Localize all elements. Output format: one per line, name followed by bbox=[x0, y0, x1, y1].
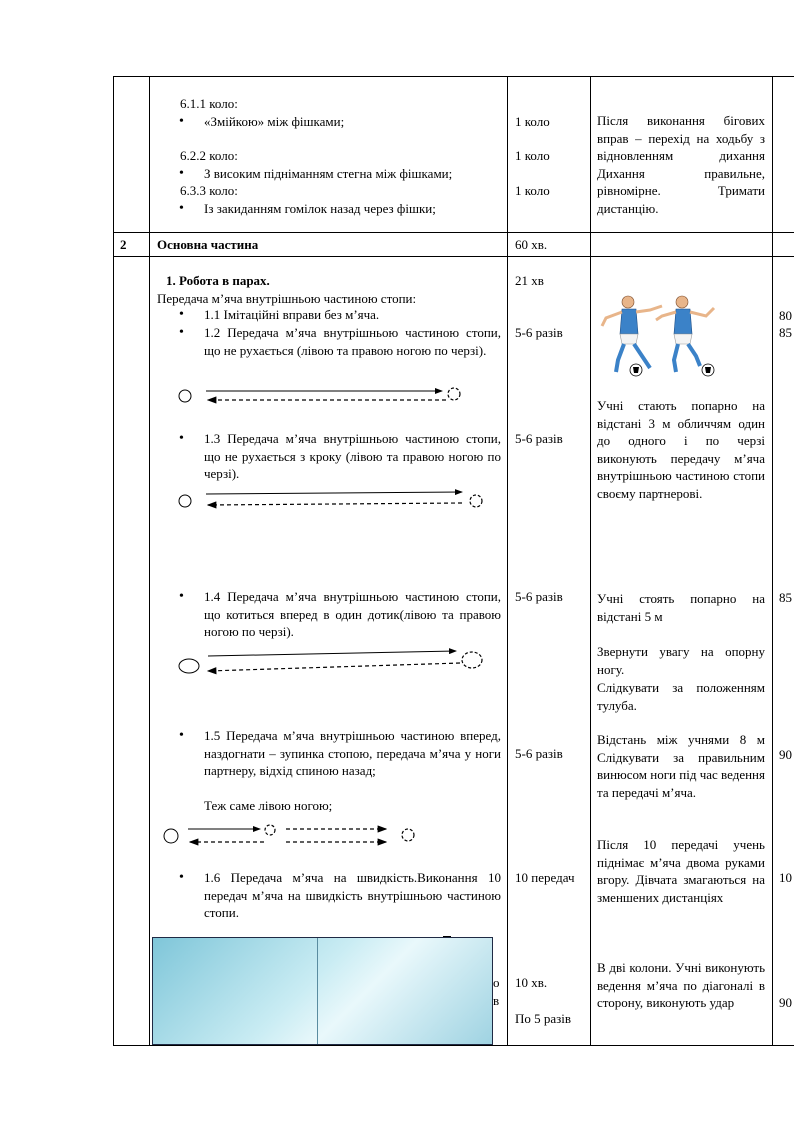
exercise-1-6-dose: 10 передач bbox=[515, 870, 575, 885]
note-pairs: Учні стають попарно на відстані 3 м обличчям один до одного і по черзі виконують передачу м’яча внутрішньою частиною стопи своєму партнерові. bbox=[597, 398, 765, 501]
bullet: • bbox=[179, 114, 184, 129]
partner-icon bbox=[265, 825, 275, 835]
pitch-image bbox=[152, 937, 493, 1045]
note-1-4-b: Звернути увагу на опорну ногу. bbox=[597, 644, 765, 677]
note-1-5: Відстань між учнями 8 м Слідкувати за правильним винюсом ноги під час ведення та передачі м’яча. bbox=[597, 732, 765, 800]
heart-rate-value: 90 bbox=[779, 995, 792, 1010]
row-divider bbox=[113, 232, 794, 233]
player-icon bbox=[179, 390, 191, 402]
row-divider bbox=[113, 256, 794, 257]
warmup-notes: Після виконання бігових вправ – перехід на ходьбу з відновленням дихання Дихання правильне, рівномірне. Тримати дистанцію. bbox=[597, 113, 765, 216]
heart-rate-value: 10 bbox=[779, 870, 792, 885]
circle1-item: «Змійкою» між фішками; bbox=[204, 114, 345, 129]
circle2-item: З високим підніманням стегна між фішками; bbox=[204, 166, 453, 181]
player-figure bbox=[656, 296, 714, 376]
exercise-next-dose: По 5 разів bbox=[515, 1011, 572, 1026]
dose: 1 коло bbox=[515, 183, 550, 198]
return-arrow bbox=[208, 663, 460, 671]
pairs-heading: 1. Робота в парах. bbox=[166, 273, 270, 288]
pass-diagram-1-4 bbox=[170, 648, 490, 678]
pass-arrow bbox=[206, 492, 462, 494]
section-time: 60 хв. bbox=[515, 237, 548, 252]
pairs-time: 21 хв bbox=[515, 273, 544, 288]
col-divider bbox=[149, 76, 150, 1046]
circle3-heading: 6.3.3 коло: bbox=[180, 183, 238, 198]
exercise-1-5-extra: Теж саме лівою ногою; bbox=[204, 798, 333, 813]
circle1-heading: 6.1.1 коло: bbox=[180, 96, 238, 111]
exercise-1-1: 1.1 Імітаційні вправи без м’яча. bbox=[204, 307, 380, 322]
bullet: • bbox=[179, 728, 184, 743]
dose: 1 коло bbox=[515, 114, 550, 129]
bullet: • bbox=[179, 307, 184, 322]
heart-rate-value: 85 bbox=[779, 590, 792, 605]
heart-rate-value: 85 bbox=[779, 325, 792, 340]
exercise-1-4-dose: 5-6 разів bbox=[515, 589, 563, 604]
bullet: • bbox=[179, 201, 184, 216]
heart-rate-value: 80 bbox=[779, 308, 792, 323]
note-1-4-c: Слідкувати за положенням тулуба. bbox=[597, 680, 765, 713]
col-divider bbox=[507, 76, 508, 1046]
exercise-1-3-dose: 5-6 разів bbox=[515, 431, 563, 446]
image-divider bbox=[317, 938, 318, 1044]
section-title: Основна частина bbox=[157, 237, 259, 252]
exercise-1-5-dose: 5-6 разів bbox=[515, 746, 563, 761]
player-figure bbox=[602, 296, 662, 376]
pass-arrow bbox=[208, 651, 456, 656]
circle2-heading: 6.2.2 коло: bbox=[180, 148, 238, 163]
pairs-subheading: Передача м’яча внутрішньою частиною стопи: bbox=[157, 291, 417, 306]
col-divider bbox=[113, 76, 114, 1046]
exercise-1-2-dose: 5-6 разів bbox=[515, 325, 563, 340]
note-next: В дві колони. Учні виконують ведення м’яча по діагоналі в сторону, виконують удар bbox=[597, 960, 765, 1010]
football-players-illustration bbox=[596, 290, 726, 380]
partner-icon bbox=[402, 829, 414, 841]
partner-icon bbox=[448, 388, 460, 400]
pass-diagram-1-3 bbox=[170, 488, 490, 518]
bullet: • bbox=[179, 589, 184, 604]
note-1-6: Після 10 передачі учень піднімає м’яча двома руками вгору. Дівчата змагаються на зменшених дистанціях bbox=[597, 837, 765, 905]
col-divider bbox=[590, 76, 591, 1046]
table-border-top bbox=[113, 76, 794, 77]
exercise-1-5: 1.5 Передача м’яча внутрішньою частиною вперед, наздогнати – зупинка стопою, передача м’яча у ноги партнеру, відхід спиною назад; bbox=[204, 728, 501, 778]
exercise-1-3: 1.3 Передача м’яча внутрішньою частиною стопи, що не рухається з кроку (лівою та правою ногою по черзі). bbox=[204, 431, 501, 481]
exercise-next-fragment: о bbox=[493, 975, 500, 990]
exercise-next-fragment: в bbox=[493, 993, 500, 1008]
col-divider bbox=[772, 76, 773, 1046]
note-1-4-a: Учні стоять попарно на відстані 5 м bbox=[597, 591, 765, 624]
exercise-1-6: 1.6 Передача м’яча на швидкість.Виконання 10 передач м’яча на швидкість внутрішньою частиною стопи. bbox=[204, 870, 501, 920]
pass-diagram-1-5 bbox=[160, 822, 420, 852]
heart-rate-value: 90 bbox=[779, 747, 792, 762]
player-icon bbox=[179, 495, 191, 507]
exercise-next-time: 10 хв. bbox=[515, 975, 548, 990]
bullet: • bbox=[179, 431, 184, 446]
bullet: • bbox=[179, 870, 184, 885]
exercise-1-2: 1.2 Передача м’яча внутрішньою частиною стопи, що не рухається (лівою та правою ногою по черзі). bbox=[204, 325, 501, 358]
player-icon bbox=[179, 659, 199, 673]
bullet: • bbox=[179, 166, 184, 181]
exercise-1-4: 1.4 Передача м’яча внутрішньою частиною стопи, що котиться вперед в один дотик(лівою та правою ногою по черзі). bbox=[204, 589, 501, 639]
circle3-item: Із закиданням гомілок назад через фішки; bbox=[204, 201, 436, 216]
table-border-bottom bbox=[113, 1045, 794, 1046]
bullet: • bbox=[179, 325, 184, 340]
pass-diagram-1-2 bbox=[170, 383, 490, 413]
return-arrow bbox=[208, 503, 462, 505]
dose: 1 коло bbox=[515, 148, 550, 163]
partner-icon bbox=[470, 495, 482, 507]
partner-icon bbox=[462, 652, 482, 668]
player-icon bbox=[164, 829, 178, 843]
section-number: 2 bbox=[120, 237, 127, 252]
